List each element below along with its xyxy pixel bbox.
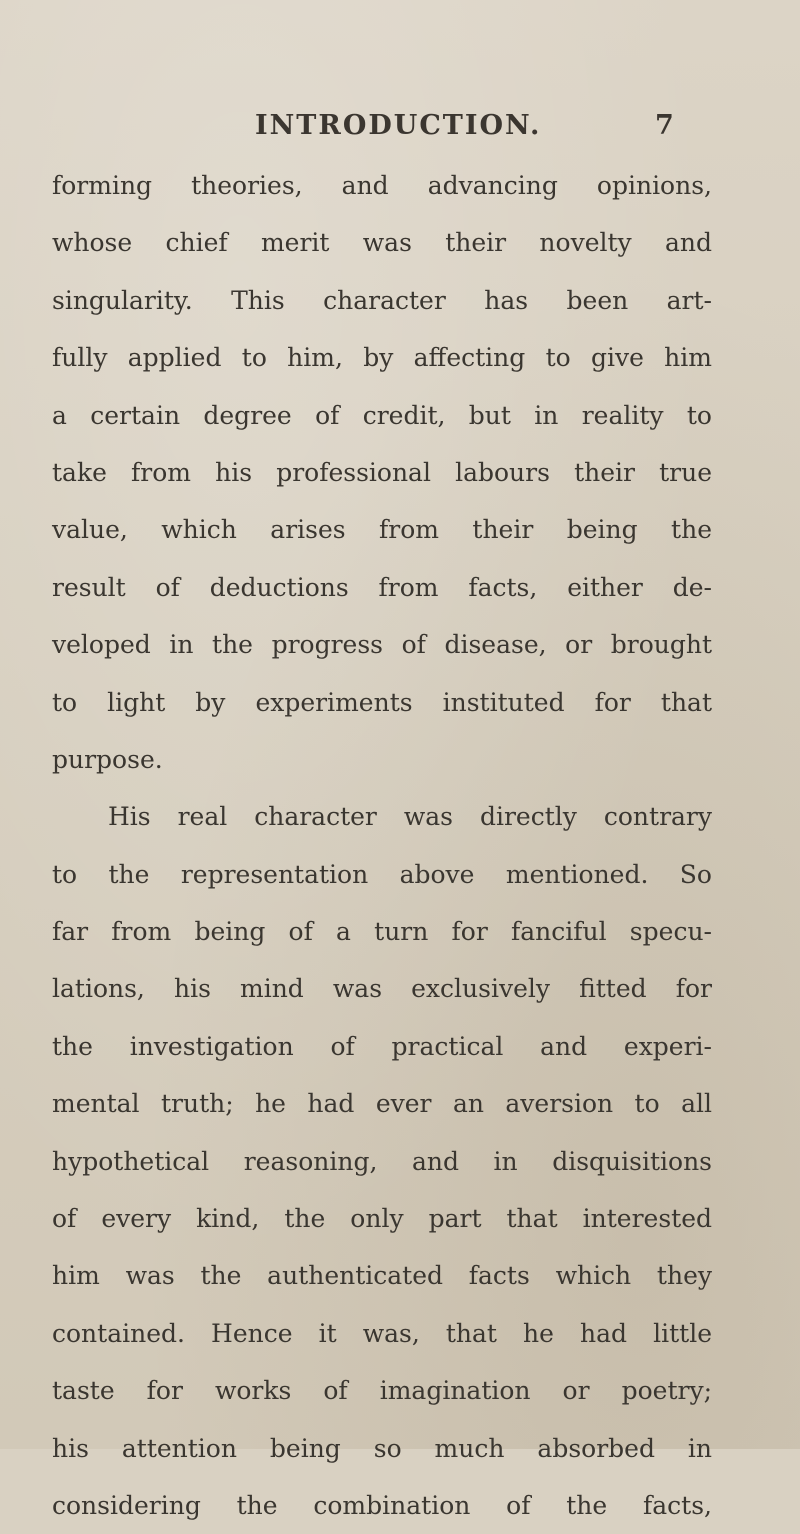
page-header (0, 110, 800, 160)
text-line: singularity. This character has been art- (52, 285, 712, 315)
text-line: far from being of a turn for fanciful specu- (52, 917, 712, 947)
text-line: contained. Hence it was, that he had little (52, 1318, 712, 1348)
text-line: fully applied to him, by affecting to give him (52, 343, 712, 373)
text-line: result of deductions from facts, either de- (52, 572, 712, 602)
text-line: the investigation of practical and experi- (52, 1031, 712, 1061)
text-line: to light by experiments instituted for that (52, 687, 712, 717)
text-line: veloped in the progress of disease, or brought (52, 630, 712, 660)
text-line: hypothetical reasoning, and in disquisitions (52, 1146, 712, 1176)
text-line: forming theories, and advancing opinions, (52, 171, 712, 200)
text-line: a certain degree of credit, but in reality to (52, 400, 712, 430)
page-number: 7 (655, 110, 674, 141)
text-line: whose chief merit was their novelty and (52, 228, 712, 258)
text-line: value, which arises from their being the (52, 515, 712, 545)
text-line: take from his professional labours their true (52, 457, 712, 487)
text-line: him was the authenticated facts which they (52, 1261, 712, 1291)
paragraph-end-line: purpose. (52, 744, 163, 774)
text-line: taste for works of imagination or poetry; (52, 1376, 712, 1406)
paragraph-start-line: His real character was directly contrary (108, 802, 712, 832)
text-line: lations, his mind was exclusively fitted for (52, 974, 712, 1004)
running-title: INTRODUCTION. (255, 110, 542, 141)
text-line: of every kind, the only part that interested (52, 1204, 712, 1234)
text-line: his attention being so much absorbed in (52, 1433, 712, 1463)
text-line: to the representation above mentioned. So (52, 859, 712, 889)
text-line: considering the combination of the facts, (52, 1490, 712, 1520)
body-text (52, 157, 712, 1534)
text-line: mental truth; he had ever an aversion to all (52, 1089, 712, 1119)
